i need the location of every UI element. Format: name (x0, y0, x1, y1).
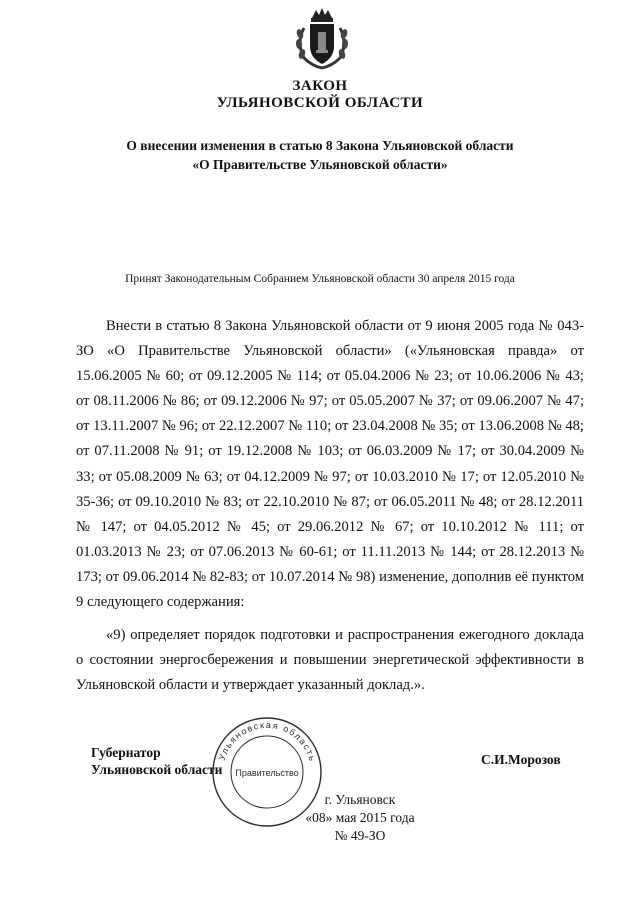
law-body (76, 314, 584, 698)
seal-center-text: Правительство (235, 768, 299, 778)
law-subject-line1: О внесении изменения в статью 8 Закона Ульяновской области (126, 138, 514, 153)
law-subject-line2: «О Правительстве Ульяновской области» (192, 157, 448, 172)
seal-ring-text: Ульяновская область (216, 719, 318, 764)
document-type-title: ЗАКОН (292, 78, 348, 94)
svg-text:Ульяновская область (217, 720, 318, 763)
signatory-name: С.И.Морозов (481, 752, 561, 767)
place-of-signing: г. Ульяновск (324, 792, 396, 807)
signing-date: «08» мая 2015 года (305, 810, 415, 825)
body-paragraph-amendment: «9) определяет порядок подготовки и распространения ежегодного доклада о состоянии энергосбережения и повышении энергетической эффективности в Ульяновской области и утверждает указанный доклад.». (76, 627, 584, 694)
region-title: УЛЬЯНОВСКОЙ ОБЛАСТИ (216, 95, 424, 111)
law-number: № 49-ЗО (334, 828, 386, 843)
adoption-note: Принят Законодательным Собранием Ульяновской области 30 апреля 2015 года (125, 273, 515, 285)
signatory-position-line2: Ульяновской области (91, 762, 223, 777)
coat-of-arms-emblem (290, 6, 354, 72)
body-paragraph: Внести в статью 8 Закона Ульяновской области от 9 июня 2005 года № 043-ЗО «О Правительстве Ульяновской области» («Ульяновская правда» от 15.06.2005 № 60; от 09.12.2005 № 114; от 05.04.2006 № 23; от 10.06.2006 № 43; от 08.11.2006 № 86; от 09.12.2006 № 97; от 05.05.2007 № 37; от 09.06.2007 № 47; от 13.11.2007 № 96; от 22.12.2007 № 110; от 23.04.2008 № 35; от 13.06.2008 № 48; от 07.11.2008 № 91; от 19.12.2008 № 103; от 06.03.2009 № 17; от 30.04.2009 № 33; от 05.08.2009 № 63; от 04.12.2009 № 97; от 10.03.2010 № 17; от 12.05.2010 № 35-36; от 09.10.2010 № 83; от 22.10.2010 № 87; от 06.05.2011 № 48; от 28.12.2011 № 147; от 04.05.2012 № 45; от 29.06.2012 № 67; от 10.10.2012 № 111; от 01.03.2013 № 23; от 07.06.2013 № 60-61; от 11.11.2013 № 144; от 28.12.2013 № 173; от 09.06.2014 № 82-83; от 10.07.2014 № 98) изменение, дополнив её пунктом 9 следующего содержания: (76, 318, 584, 611)
signatory-position-line1: Губернатор (91, 745, 161, 760)
